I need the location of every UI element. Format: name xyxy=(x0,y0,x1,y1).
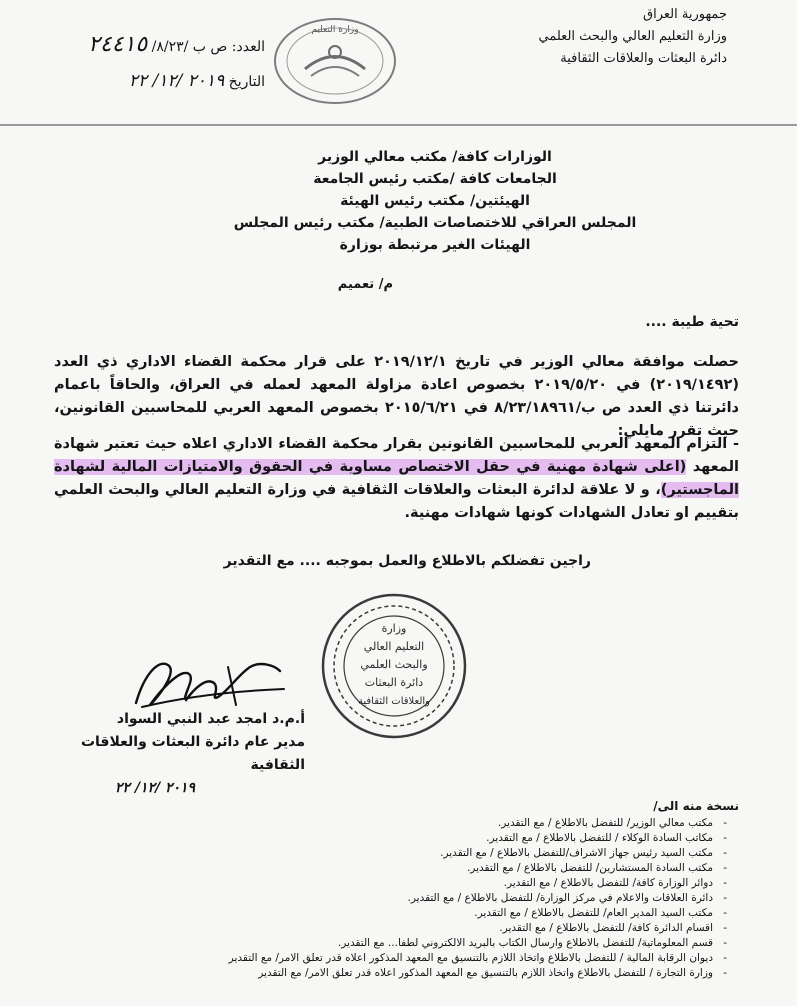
copy-item: - مكتب السادة المستشارين/ للتفضل بالاطلاع / مع التقدير. xyxy=(107,861,727,876)
copy-item: - مكتب معالي الوزير/ للتفضل بالاطلاع / مع التقدير. xyxy=(107,816,727,831)
copy-item: - مكتب السيد رئيس جهاز الاشراف/للتفضل بالاطلاع / مع التقدير. xyxy=(107,846,727,861)
copy-item: - دائرة العلاقات والاعلام في مركز الوزارة/ للتفضل بالاطلاع / مع التقدير. xyxy=(107,891,727,906)
highlighted-text: (اعلى شهادة مهنية في حقل الاختصاص مساوية في الحقوق والامتيازات المالية لشهادة الماجستير) xyxy=(54,459,739,498)
body-paragraph-1: حصلت موافقة معالي الوزير في تاريخ ٢٠١٩/١٢/١ على قرار محكمة القضاء الاداري ذي العدد (٢٠١٩/١٤٩٢) في ٢٠١٩/٥/٢٠ بخصوص اعادة مزاولة المعهد لعمله في العراق، والحاقاً باعمام دائرتنا ذي العدد ص ب/٨/٢٣/١٨٩٦١ في ٢٠١٥/٦/٢١ بخصوص المعهد العربي للمحاسبين القانونين، حيث تقرر مايلي: xyxy=(54,354,740,439)
recipients-block xyxy=(175,146,695,256)
stamp-line: والبحث العلمي xyxy=(360,658,428,671)
signatory-title: مدير عام دائرة البعثات والعلاقات الثقافية xyxy=(80,734,305,773)
stamp-line: والعلاقات الثقافية xyxy=(358,696,430,707)
copy-item: - مكاتب السادة الوكلاء / للتفضل بالاطلاع / مع التقدير. xyxy=(107,831,727,846)
stamp-line: دائرة البعثات xyxy=(364,676,424,689)
stamp-line: وزارة xyxy=(381,622,407,635)
closing-line: راجين تفضلكم بالاطلاع والعمل بموجبه .... مع التقدير xyxy=(223,553,591,569)
recipient-line: الوزارات كافة/ مكتب معالي الوزير xyxy=(318,149,552,165)
copies-list xyxy=(107,816,727,981)
header-divider xyxy=(0,124,797,126)
letterhead xyxy=(467,4,727,70)
paragraph2-end: ، و لا علاقة لدائرة البعثات والعلاقات الثقافية في وزارة التعليم العالي والبحث العلمي بتقييم او تعادل الشهادات كونها شهادات مهنية. xyxy=(54,482,739,521)
official-stamp xyxy=(318,590,470,742)
ministry-emblem xyxy=(265,14,405,109)
number-handwritten: ٢٤٤١٥ xyxy=(88,32,148,57)
recipient-line: الهيئات الغير مرتبطة بوزارة xyxy=(339,237,531,253)
copy-item: - مكتب السيد المدير العام/ للتفضل بالاطلاع / مع التقدير. xyxy=(107,906,727,921)
subject-line: م/ تعميم xyxy=(337,277,393,292)
recipient-line: الجامعات كافة /مكتب رئيس الجامعة xyxy=(313,171,557,187)
paragraph2-start: - التزام المعهد العربي للمحاسبين القانونين بقرار محكمة القضاء الاداري اعلاه حيث تعتبر شهادة المعهد xyxy=(54,436,739,475)
copies-title: نسخة منه الى/ xyxy=(653,799,739,813)
recipient-line: الهيئتين/ مكتب رئيس الهيئة xyxy=(340,193,530,209)
reference-number xyxy=(55,28,265,64)
recipient-line: المجلس العراقي للاختصاصات الطبية/ مكتب رئيس المجلس xyxy=(233,215,637,231)
country-name: جمهورية العراق xyxy=(643,7,727,22)
copy-item: - اقسام الدائرة كافة/ للتفضل بالاطلاع / مع التقدير. xyxy=(107,921,727,936)
stamp-line: التعليم العالي xyxy=(363,640,425,653)
department-name: دائرة البعثات والعلاقات الثقافية xyxy=(560,51,727,66)
signatory-name: أ.م.د امجد عبد النبي السواد xyxy=(116,711,305,727)
emblem-text: وزارة التعليم xyxy=(311,25,359,35)
greeting: تحية طيبة .... xyxy=(645,314,739,330)
body-paragraph-2 xyxy=(54,433,739,525)
copy-item: - قسم المعلوماتية/ للتفضل بالاطلاع وارسال الكتاب بالبريد الالكتروني لطفا... مع التقدير. xyxy=(107,936,727,951)
copy-item: - وزارة التجارة / للتفضل بالاطلاع واتخاذ اللازم بالتنسيق مع المعهد المذكور اعلاه قدر تعلق الامر/ مع التقدير xyxy=(107,966,727,981)
date-handwritten: ٢٠١٩ /١٢/ ٢٢ xyxy=(128,71,225,91)
ministry-name: وزارة التعليم العالي والبحث العلمي xyxy=(538,29,727,44)
date-label: التاريخ xyxy=(228,74,265,90)
reference-block xyxy=(55,28,265,99)
copy-item: - دوائر الوزارة كافة/ للتفضل بالاطلاع / مع التقدير. xyxy=(107,876,727,891)
number-label: العدد: ص ب /٨/٢٣/ xyxy=(151,39,265,55)
signature-date: ٢٠١٩ /١٢/ ٢٢ xyxy=(114,780,196,796)
signatory-block xyxy=(45,708,305,800)
reference-date xyxy=(55,64,265,99)
copy-item: - ديوان الرقابة المالية / للتفضل بالاطلاع واتخاذ اللازم بالتنسيق مع المعهد المذكور اعلاه قدر تعلق الامر/ مع التقدير xyxy=(107,951,727,966)
